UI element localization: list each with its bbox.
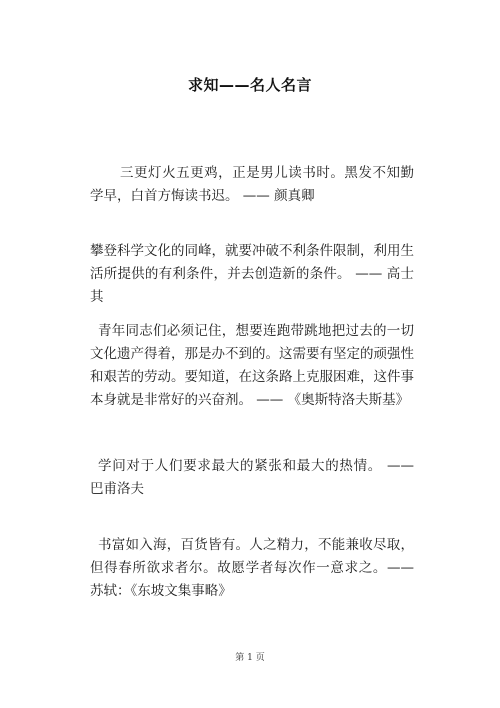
page-number: 第 1 页 bbox=[235, 653, 265, 663]
quote-paragraph: 学问对于人们要求最大的紧张和最大的热情。 —— 巴甫洛夫 bbox=[90, 458, 414, 497]
quote-paragraph: 书富如入海，百货皆有。人之精力，不能兼收尽取，但得春所欲求者尔。故愿学者每次作一意求之。—— 苏轼：《东坡文集事略》 bbox=[90, 537, 414, 599]
quote-paragraph: 攀登科学文化的同峰，就要冲破不利条件限制，利用生活所提供的有利条件，并去创造新的条件。 —— 高士其 bbox=[90, 243, 414, 305]
document-title: 求知——名人名言 bbox=[187, 76, 312, 94]
quote-paragraph: 青年同志们必须记住，想要连跑带跳地把过去的一切文化遗产得着，那是办不到的。这需要有坚定的顽强性和艰苦的劳动。要知道，在这条路上克服困难，这件事本身就是非常好的兴奋剂。 —— 《奥斯特洛夫斯基》 bbox=[90, 323, 414, 408]
quote-paragraph: 三更灯火五更鸡，正是男儿读书时。黑发不知勤学早，白首方悔读书迟。 —— 颜真卿 bbox=[90, 165, 414, 204]
